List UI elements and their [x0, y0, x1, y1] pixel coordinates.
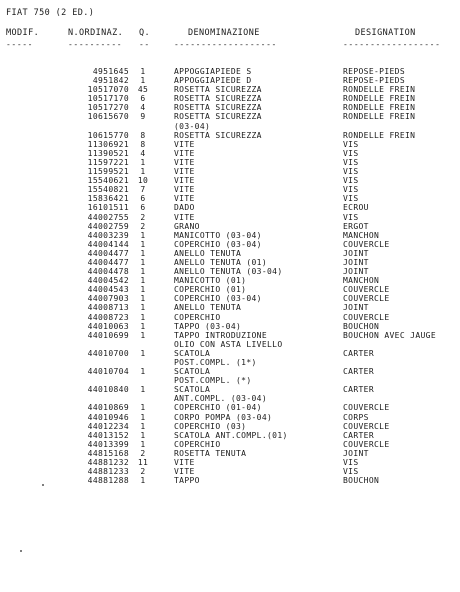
designation-cell: BOUCHON — [343, 476, 380, 486]
table-row — [0, 422, 460, 431]
denominazione-cell: COPERCHIO (01-04) — [174, 403, 262, 413]
table-row — [0, 140, 460, 149]
quantity: 4 — [140, 148, 146, 158]
table-row — [0, 176, 460, 185]
table-row — [0, 85, 460, 94]
part-number: 11390521 — [87, 148, 129, 158]
quantity: 45 — [137, 85, 149, 95]
denominazione-cell: ROSETTA SICUREZZA — [174, 103, 262, 113]
denominazione-cell: POST.COMPL. (*) — [174, 376, 252, 386]
part-number: 10517070 — [87, 85, 129, 95]
table-row — [0, 213, 460, 222]
quantity: 1 — [140, 257, 146, 267]
designation-cell: ERGOT — [343, 221, 369, 231]
designation-cell: REPOSE-PIEDS — [343, 67, 405, 76]
table-row — [0, 358, 460, 367]
designation-cell: MANCHON — [343, 230, 380, 240]
designation-cell: CARTER — [343, 348, 374, 358]
quantity: 1 — [140, 248, 146, 258]
designation-cell: RONDELLE FREIN — [343, 85, 416, 95]
table-row — [0, 258, 460, 267]
designation-cell: RONDELLE FREIN — [343, 94, 416, 104]
designation-cell: CORPS — [343, 412, 369, 422]
table-row — [0, 240, 460, 249]
quantity: 1 — [140, 412, 146, 422]
denominazione-cell: (03-04) — [174, 121, 211, 131]
denominazione-cell: SCATOLA — [174, 385, 211, 395]
denominazione-cell: TAPPO — [174, 476, 200, 486]
header-modif: MODIF. — [6, 28, 40, 38]
part-number: 44007903 — [87, 294, 129, 304]
denominazione-cell: SCATOLA — [174, 348, 211, 358]
designation-cell: ECROU — [343, 203, 369, 213]
quantity: 1 — [140, 421, 146, 431]
designation-cell: RONDELLE FREIN — [343, 112, 416, 122]
table-row — [0, 222, 460, 231]
quantity: 1 — [140, 76, 146, 86]
part-number: 10615770 — [87, 130, 129, 140]
part-number: 44004477 — [87, 248, 129, 258]
quantity: 9 — [140, 112, 146, 122]
table-row — [0, 294, 460, 303]
part-number: 44013399 — [87, 439, 129, 449]
table-row — [0, 103, 460, 112]
designation-cell: VIS — [343, 176, 359, 186]
denominazione-cell: ROSETTA SICUREZZA — [174, 85, 262, 95]
quantity: 2 — [140, 448, 146, 458]
part-number: 44010699 — [87, 330, 129, 340]
denominazione-cell: GRANO — [174, 221, 200, 231]
quantity: 2 — [140, 212, 146, 222]
part-number: 10517170 — [87, 94, 129, 104]
quantity: 11 — [137, 458, 149, 468]
quantity: 1 — [140, 312, 146, 322]
table-row — [0, 313, 460, 322]
designation-cell: COUVERCLE — [343, 421, 390, 431]
denominazione-cell: ANELLO TENUTA — [174, 303, 242, 313]
designation-cell: RONDELLE FREIN — [343, 103, 416, 113]
part-number: 44010704 — [87, 367, 129, 377]
quantity: 1 — [140, 330, 146, 340]
table-row — [0, 349, 460, 358]
table-row — [0, 194, 460, 203]
table-row — [0, 467, 460, 476]
denominazione-cell: CORPO POMPA (03-04) — [174, 412, 273, 422]
part-number: 4951842 — [92, 76, 129, 86]
designation-cell: BOUCHON — [343, 321, 380, 331]
part-number: 44004542 — [87, 276, 129, 286]
part-number: 4951645 — [92, 67, 129, 76]
denominazione-cell: ROSETTA SICUREZZA — [174, 112, 262, 122]
quantity: 6 — [140, 203, 146, 213]
quantity: 6 — [140, 94, 146, 104]
part-number: 44004543 — [87, 285, 129, 295]
quantity: 1 — [140, 67, 146, 76]
quantity: 1 — [140, 476, 146, 486]
table-row — [0, 403, 460, 412]
part-number: 10615670 — [87, 112, 129, 122]
designation-cell: MANCHON — [343, 276, 380, 286]
denominazione-cell: VITE — [174, 467, 195, 477]
table-row — [0, 76, 460, 85]
designation-cell: JOINT — [343, 248, 369, 258]
designation-cell: JOINT — [343, 448, 369, 458]
table-row — [0, 276, 460, 285]
document-title: FIAT 750 (2 ED.) — [6, 8, 95, 18]
part-number: 44881232 — [87, 458, 129, 468]
denominazione-cell: COPERCHIO (01) — [174, 285, 247, 295]
designation-cell: VIS — [343, 157, 359, 167]
designation-cell: COUVERCLE — [343, 403, 390, 413]
part-number: 44010700 — [87, 348, 129, 358]
scan-speck — [20, 550, 22, 552]
part-number: 44004477 — [87, 257, 129, 267]
denominazione-cell: VITE — [174, 212, 195, 222]
denominazione-cell: ANELLO TENUTA — [174, 248, 242, 258]
part-number: 44002755 — [87, 212, 129, 222]
denominazione-cell: TAPPO (03-04) — [174, 321, 242, 331]
part-number: 44010869 — [87, 403, 129, 413]
denominazione-cell: SCATOLA — [174, 367, 211, 377]
table-row — [0, 122, 460, 131]
quantity: 1 — [140, 321, 146, 331]
denominazione-cell: VITE — [174, 194, 195, 204]
designation-cell: RONDELLE FREIN — [343, 130, 416, 140]
table-row — [0, 322, 460, 331]
part-number: 11597221 — [87, 157, 129, 167]
denominazione-cell: POST.COMPL. (1*) — [174, 358, 257, 367]
denominazione-cell: COPERCHIO — [174, 312, 221, 322]
denominazione-cell: ANELLO TENUTA (03-04) — [174, 267, 283, 277]
part-number: 44010063 — [87, 321, 129, 331]
quantity: 6 — [140, 194, 146, 204]
quantity: 10 — [137, 176, 149, 186]
designation-cell: COUVERCLE — [343, 239, 390, 249]
part-number: 44003239 — [87, 230, 129, 240]
table-row — [0, 385, 460, 394]
part-number: 44012234 — [87, 421, 129, 431]
designation-cell: VIS — [343, 139, 359, 149]
designation-cell: COUVERCLE — [343, 439, 390, 449]
table-row — [0, 340, 460, 349]
quantity: 1 — [140, 294, 146, 304]
denominazione-cell: VITE — [174, 167, 195, 177]
table-row — [0, 149, 460, 158]
quantity: 1 — [140, 157, 146, 167]
denominazione-cell: VITE — [174, 157, 195, 167]
part-number: 44008723 — [87, 312, 129, 322]
quantity: 1 — [140, 403, 146, 413]
denominazione-cell: COPERCHIO (03-04) — [174, 239, 262, 249]
denominazione-cell: COPERCHIO (03) — [174, 421, 247, 431]
table-row — [0, 476, 460, 485]
quantity: 8 — [140, 130, 146, 140]
designation-cell: COUVERCLE — [343, 294, 390, 304]
denominazione-cell: OLIO CON ASTA LIVELLO — [174, 339, 283, 349]
denominazione-cell: VITE — [174, 458, 195, 468]
part-number: 15540821 — [87, 185, 129, 195]
denominazione-cell: COPERCHIO — [174, 439, 221, 449]
table-row — [0, 67, 460, 76]
quantity: 2 — [140, 467, 146, 477]
denominazione-cell: TAPPO INTRODUZIONE — [174, 330, 267, 340]
header-rule-denominazione: ------------------- — [174, 40, 277, 49]
denominazione-cell: ROSETTA TENUTA — [174, 448, 247, 458]
designation-cell: VIS — [343, 467, 359, 477]
part-number: 44008713 — [87, 303, 129, 313]
table-row — [0, 231, 460, 240]
denominazione-cell: ROSETTA SICUREZZA — [174, 130, 262, 140]
designation-cell: COUVERCLE — [343, 312, 390, 322]
header-rule-n-ordinaz: ---------- — [68, 40, 123, 49]
denominazione-cell: ANT.COMPL. (03-04) — [174, 394, 267, 404]
designation-cell: VIS — [343, 212, 359, 222]
quantity: 1 — [140, 367, 146, 377]
quantity: 2 — [140, 221, 146, 231]
part-number: 15836421 — [87, 194, 129, 204]
table-row — [0, 203, 460, 212]
designation-cell: BOUCHON AVEC JAUGE — [343, 330, 436, 340]
table-row — [0, 185, 460, 194]
designation-cell: VIS — [343, 194, 359, 204]
table-row — [0, 303, 460, 312]
denominazione-cell: APPOGGIAPIEDE S — [174, 67, 252, 76]
quantity: 1 — [140, 430, 146, 440]
denominazione-cell: SCATOLA ANT.COMPL.(01) — [174, 430, 288, 440]
quantity: 1 — [140, 230, 146, 240]
header-rule-designation: ------------------ — [343, 40, 441, 49]
part-number: 44010840 — [87, 385, 129, 395]
table-row — [0, 367, 460, 376]
designation-cell: VIS — [343, 185, 359, 195]
quantity: 1 — [140, 167, 146, 177]
denominazione-cell: VITE — [174, 185, 195, 195]
table-row — [0, 394, 460, 403]
denominazione-cell: COPERCHIO (03-04) — [174, 294, 262, 304]
designation-cell: CARTER — [343, 385, 374, 395]
quantity: 1 — [140, 267, 146, 277]
denominazione-cell: VITE — [174, 176, 195, 186]
part-number: 11306921 — [87, 139, 129, 149]
denominazione-cell: MANICOTTO (01) — [174, 276, 247, 286]
quantity: 4 — [140, 103, 146, 113]
part-number: 44881288 — [87, 476, 129, 486]
part-number: 11599521 — [87, 167, 129, 177]
quantity: 1 — [140, 303, 146, 313]
table-row — [0, 167, 460, 176]
part-number: 44013152 — [87, 430, 129, 440]
table-row — [0, 431, 460, 440]
table-row — [0, 440, 460, 449]
table-row — [0, 158, 460, 167]
quantity: 1 — [140, 385, 146, 395]
table-row — [0, 285, 460, 294]
quantity: 1 — [140, 348, 146, 358]
designation-cell: JOINT — [343, 303, 369, 313]
header-designation: DESIGNATION — [355, 28, 416, 38]
table-row — [0, 112, 460, 121]
table-row — [0, 449, 460, 458]
quantity: 1 — [140, 276, 146, 286]
quantity: 1 — [140, 439, 146, 449]
quantity: 1 — [140, 285, 146, 295]
table-row — [0, 331, 460, 340]
denominazione-cell: APPOGGIAPIEDE D — [174, 76, 252, 86]
part-number: 44815168 — [87, 448, 129, 458]
denominazione-cell: ANELLO TENUTA (01) — [174, 257, 267, 267]
table-row — [0, 131, 460, 140]
part-number: 16101511 — [87, 203, 129, 213]
denominazione-cell: VITE — [174, 139, 195, 149]
header-q: Q. — [139, 28, 151, 38]
denominazione-cell: VITE — [174, 148, 195, 158]
table-row — [0, 267, 460, 276]
designation-cell: CARTER — [343, 430, 374, 440]
designation-cell: VIS — [343, 167, 359, 177]
part-number: 44004478 — [87, 267, 129, 277]
part-number: 15540621 — [87, 176, 129, 186]
table-row — [0, 94, 460, 103]
designation-cell: VIS — [343, 148, 359, 158]
designation-cell: REPOSE-PIEDS — [343, 76, 405, 86]
part-number: 10517270 — [87, 103, 129, 113]
designation-cell: JOINT — [343, 267, 369, 277]
denominazione-cell: MANICOTTO (03-04) — [174, 230, 262, 240]
table-row — [0, 413, 460, 422]
header-n-ordinaz: N.ORDINAZ. — [68, 28, 124, 38]
header-rule-modif: ----- — [6, 40, 34, 49]
quantity: 1 — [140, 239, 146, 249]
table-row — [0, 249, 460, 258]
part-number: 44881233 — [87, 467, 129, 477]
part-number: 44004144 — [87, 239, 129, 249]
designation-cell: JOINT — [343, 257, 369, 267]
table-row — [0, 376, 460, 385]
part-number: 44010946 — [87, 412, 129, 422]
designation-cell: CARTER — [343, 367, 374, 377]
header-rule-q: -- — [139, 40, 150, 49]
designation-cell: COUVERCLE — [343, 285, 390, 295]
denominazione-cell: DADO — [174, 203, 195, 213]
designation-cell: VIS — [343, 458, 359, 468]
part-number: 44002759 — [87, 221, 129, 231]
parts-table — [0, 67, 460, 485]
quantity: 7 — [140, 185, 146, 195]
denominazione-cell: ROSETTA SICUREZZA — [174, 94, 262, 104]
quantity: 8 — [140, 139, 146, 149]
header-denominazione: DENOMINAZIONE — [188, 28, 260, 38]
table-row — [0, 458, 460, 467]
